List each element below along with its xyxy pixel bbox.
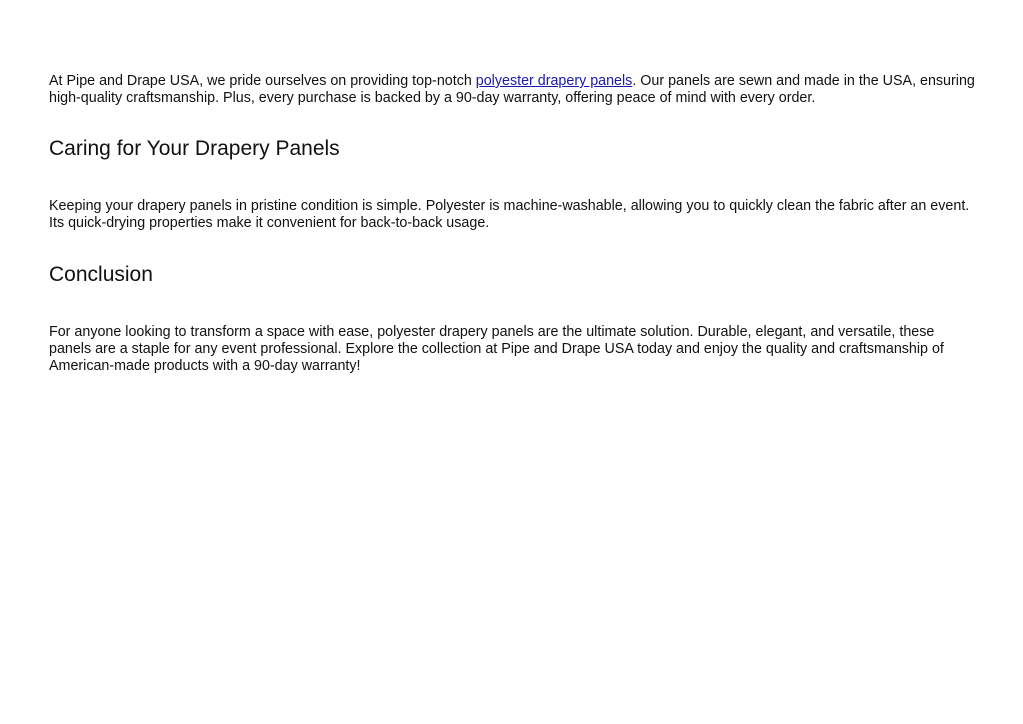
conclusion-paragraph: For anyone looking to transform a space with ease, polyester drapery panels are the ultimate solution. Durable, elegant, and versatile, these panels are a staple for any event professional. Explore the collection at Pipe and Drape USA today and enjoy the quality and craftsmanship of American-made products with a 90-day warranty! xyxy=(49,324,944,374)
care-paragraph: Keeping your drapery panels in pristine condition is simple. Polyester is machine-washable, allowing you to quickly clean the fabric after an event. Its quick-drying properties make it convenient for back-to-back usage. xyxy=(49,198,970,231)
polyester-drapery-panels-link[interactable]: polyester drapery panels xyxy=(475,73,633,89)
intro-text-before-link: At Pipe and Drape USA, we pride ourselves on providing top-notch xyxy=(49,73,476,89)
intro-text-after-link: . Our panels are sewn and made in the USA, ensuring high-quality craftsmanship. Plus, every purchase is backed by a 90-day warranty, offering peace of mind with every order. xyxy=(49,73,975,106)
care-heading: Caring for Your Drapery Panels xyxy=(49,137,340,160)
intro-paragraph xyxy=(49,73,979,107)
conclusion-heading: Conclusion xyxy=(49,263,153,286)
